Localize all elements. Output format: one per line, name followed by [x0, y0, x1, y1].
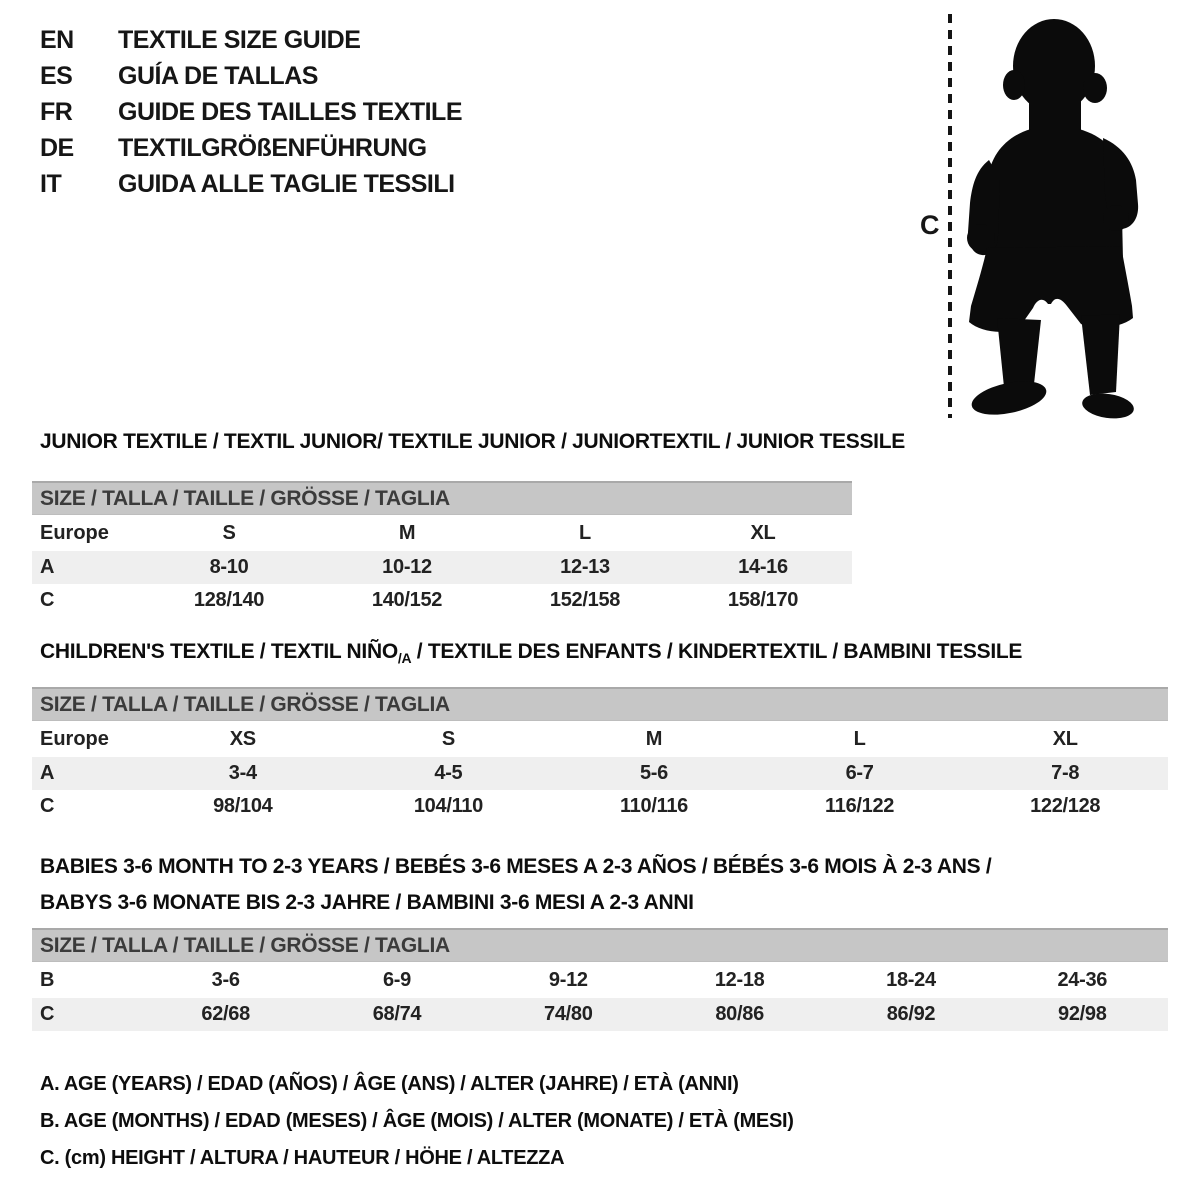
age-cell: 7-8 — [1051, 762, 1080, 784]
age-cell: 12-13 — [560, 556, 610, 578]
legend-line-a: A. AGE (YEARS) / EDAD (AÑOS) / ÂGE (ANS) / ALTER (JAHRE) / ETÀ (ANNI) — [40, 1073, 739, 1095]
size-cell: L — [853, 727, 866, 750]
height-cell: 140/152 — [371, 589, 443, 611]
size-cell: XS — [229, 727, 256, 750]
table-row-europe — [32, 721, 1168, 757]
table-row-height — [32, 790, 1168, 823]
language-header — [40, 22, 462, 202]
height-cell: 68/74 — [372, 1003, 422, 1025]
size-cell: XL — [750, 521, 776, 544]
height-cell: 110/116 — [619, 795, 688, 817]
table-row-age — [32, 757, 1168, 790]
language-code: FR — [40, 97, 73, 126]
height-cell: 92/98 — [1058, 1003, 1107, 1025]
size-cell: M — [398, 521, 416, 544]
language-row-fr — [40, 94, 462, 130]
toddler-silhouette-icon — [955, 10, 1150, 422]
babies-size-table — [32, 928, 1168, 1031]
size-cell: XL — [1052, 727, 1078, 750]
height-cell: 86/92 — [886, 1003, 936, 1025]
title-part: CHILDREN'S TEXTILE / TEXTIL NIÑO — [40, 640, 398, 663]
section-title-junior: JUNIOR TEXTILE / TEXTIL JUNIOR/ TEXTILE JUNIOR / JUNIORTEXTIL / JUNIOR TESSILE — [40, 430, 905, 453]
row-label: C — [40, 589, 55, 611]
age-cell: 3-4 — [228, 762, 257, 784]
size-header-bar: SIZE / TALLA / TAILLE / GRÖSSE / TAGLIA — [32, 687, 1168, 721]
height-cell: 74/80 — [544, 1003, 593, 1025]
guide-title-it: GUIDA ALLE TAGLIE TESSILI — [118, 169, 455, 198]
title-subscript: /A — [397, 650, 412, 666]
size-header-bar: SIZE / TALLA / TAILLE / GRÖSSE / TAGLIA — [32, 928, 1168, 962]
row-label: C — [40, 795, 55, 817]
height-cell: 158/170 — [727, 589, 799, 611]
height-cell: 62/68 — [201, 1003, 250, 1025]
language-code: ES — [40, 61, 73, 90]
size-cell: S — [222, 521, 236, 544]
table-row-age — [32, 551, 852, 584]
height-cell: 98/104 — [213, 795, 273, 817]
table-row-months — [32, 962, 1168, 998]
height-cell: 80/86 — [715, 1003, 764, 1025]
age-cell: 8-10 — [209, 556, 249, 578]
row-label: A — [40, 556, 55, 578]
language-row-es — [40, 58, 462, 94]
title-part: / TEXTILE DES ENFANTS / KINDERTEXTIL / BAMBINI TESSILE — [411, 640, 1023, 663]
size-header-bar: SIZE / TALLA / TAILLE / GRÖSSE / TAGLIA — [32, 481, 852, 515]
junior-size-table — [32, 481, 852, 617]
children-size-table — [32, 687, 1168, 823]
babies-title-line-1: BABIES 3-6 MONTH TO 2-3 YEARS / BEBÉS 3-6 MESES A 2-3 AÑOS / BÉBÉS 3-6 MOIS À 2-3 ANS / — [40, 855, 992, 878]
language-row-en — [40, 22, 462, 58]
language-row-it — [40, 166, 462, 202]
age-cell: 4-5 — [434, 762, 463, 784]
months-cell: 18-24 — [886, 968, 936, 991]
height-cell: 128/140 — [193, 589, 265, 611]
size-cell: L — [579, 521, 591, 544]
months-cell: 3-6 — [211, 968, 240, 991]
height-cell: 116/122 — [825, 795, 895, 817]
row-label: B — [40, 968, 55, 991]
months-cell: 9-12 — [548, 968, 588, 991]
size-cell: M — [645, 727, 663, 750]
guide-title-es: GUÍA DE TALLAS — [118, 61, 318, 90]
age-cell: 5-6 — [639, 762, 668, 784]
row-label: Europe — [40, 521, 109, 544]
guide-title-fr: GUIDE DES TAILLES TEXTILE — [118, 97, 463, 126]
table-row-height — [32, 584, 852, 617]
language-row-de — [40, 130, 462, 166]
height-measure-label: C — [920, 210, 940, 240]
age-cell: 14-16 — [738, 556, 788, 578]
legend — [40, 1066, 794, 1177]
age-cell: 6-7 — [845, 762, 874, 784]
months-cell: 6-9 — [382, 968, 411, 991]
language-code: EN — [40, 25, 74, 54]
height-cell: 104/110 — [413, 795, 483, 817]
legend-line-c: C. (cm) HEIGHT / ALTURA / HAUTEUR / HÖHE / ALTEZZA — [40, 1147, 565, 1169]
section-title-babies — [40, 849, 991, 921]
language-code: DE — [40, 133, 74, 162]
row-label: Europe — [40, 727, 109, 750]
height-measure-dashed-line — [948, 14, 952, 418]
size-cell: S — [441, 727, 455, 750]
legend-line-b: B. AGE (MONTHS) / EDAD (MESES) / ÂGE (MOIS) / ALTER (MONATE) / ETÀ (MESI) — [40, 1110, 794, 1132]
table-row-height — [32, 998, 1168, 1031]
row-label: A — [40, 762, 55, 784]
row-label: C — [40, 1003, 55, 1025]
table-row-europe — [32, 515, 852, 551]
guide-title-de: TEXTILGRÖßENFÜHRUNG — [118, 133, 427, 162]
babies-title-line-2: BABYS 3-6 MONATE BIS 2-3 JAHRE / BAMBINI 3-6 MESI A 2-3 ANNI — [40, 891, 694, 914]
guide-title-en: TEXTILE SIZE GUIDE — [118, 25, 361, 54]
age-cell: 10-12 — [382, 556, 432, 578]
height-cell: 122/128 — [1030, 795, 1101, 817]
language-code: IT — [40, 169, 62, 198]
section-title-children — [40, 640, 1022, 666]
months-cell: 12-18 — [714, 968, 765, 991]
height-cell: 152/158 — [549, 589, 621, 611]
months-cell: 24-36 — [1057, 968, 1108, 991]
